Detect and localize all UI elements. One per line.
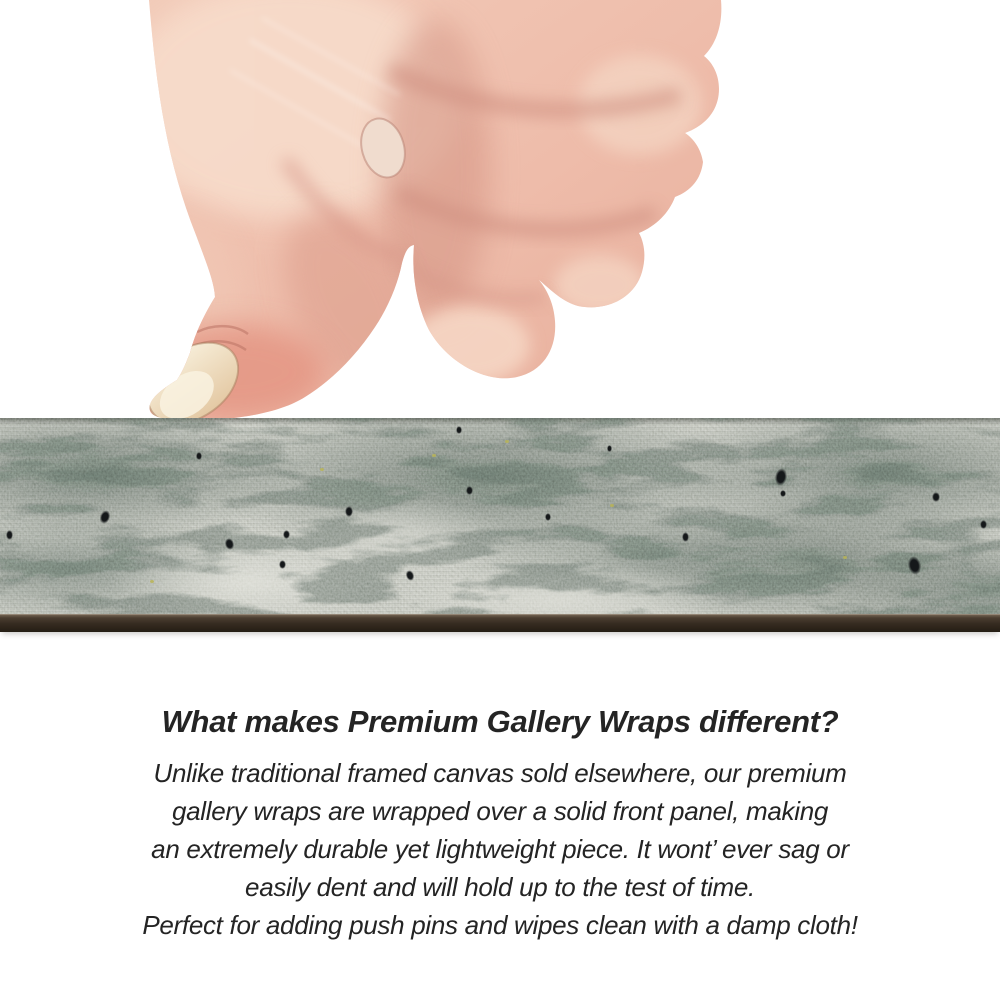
paint-speck — [980, 520, 987, 529]
headline: What makes Premium Gallery Wraps different? — [161, 704, 839, 739]
paint-speck — [283, 530, 290, 539]
paint-fleck — [610, 504, 614, 507]
paint-fleck — [320, 468, 324, 471]
paint-speck — [456, 426, 462, 434]
paint-fleck — [505, 440, 509, 443]
body-line-5: Perfect for adding push pins and wipes clean with a damp cloth! — [142, 910, 858, 940]
canvas-noise-overlay — [0, 418, 1000, 614]
paint-speck — [780, 490, 786, 497]
paint-fleck — [432, 454, 436, 457]
paint-speck — [466, 486, 473, 495]
paint-speck — [932, 492, 940, 502]
paint-fleck — [150, 580, 154, 583]
fist-with-thumb-down — [120, 0, 721, 440]
canvas-texture — [0, 418, 1000, 614]
canvas-board-edge — [0, 614, 1000, 632]
body-line-3: an extremely durable yet lightweight piece. It wont’ ever sag or — [151, 834, 849, 864]
paint-speck — [682, 532, 689, 542]
paint-speck — [345, 506, 353, 517]
paint-fleck — [843, 556, 847, 559]
paint-speck — [279, 560, 286, 569]
body-line-1: Unlike traditional framed canvas sold elsewhere, our premium — [153, 758, 847, 788]
paint-speck — [545, 513, 551, 521]
info-text-block — [0, 700, 1000, 944]
paint-speck — [6, 530, 13, 540]
body-line-4: easily dent and will hold up to the test of time. — [245, 872, 755, 902]
paint-speck — [196, 452, 202, 460]
hand-photo — [0, 0, 1000, 440]
paint-speck — [607, 445, 612, 452]
body-line-2: gallery wraps are wrapped over a solid front panel, making — [171, 796, 829, 826]
canvas-wrap-edge-strip — [0, 418, 1000, 632]
